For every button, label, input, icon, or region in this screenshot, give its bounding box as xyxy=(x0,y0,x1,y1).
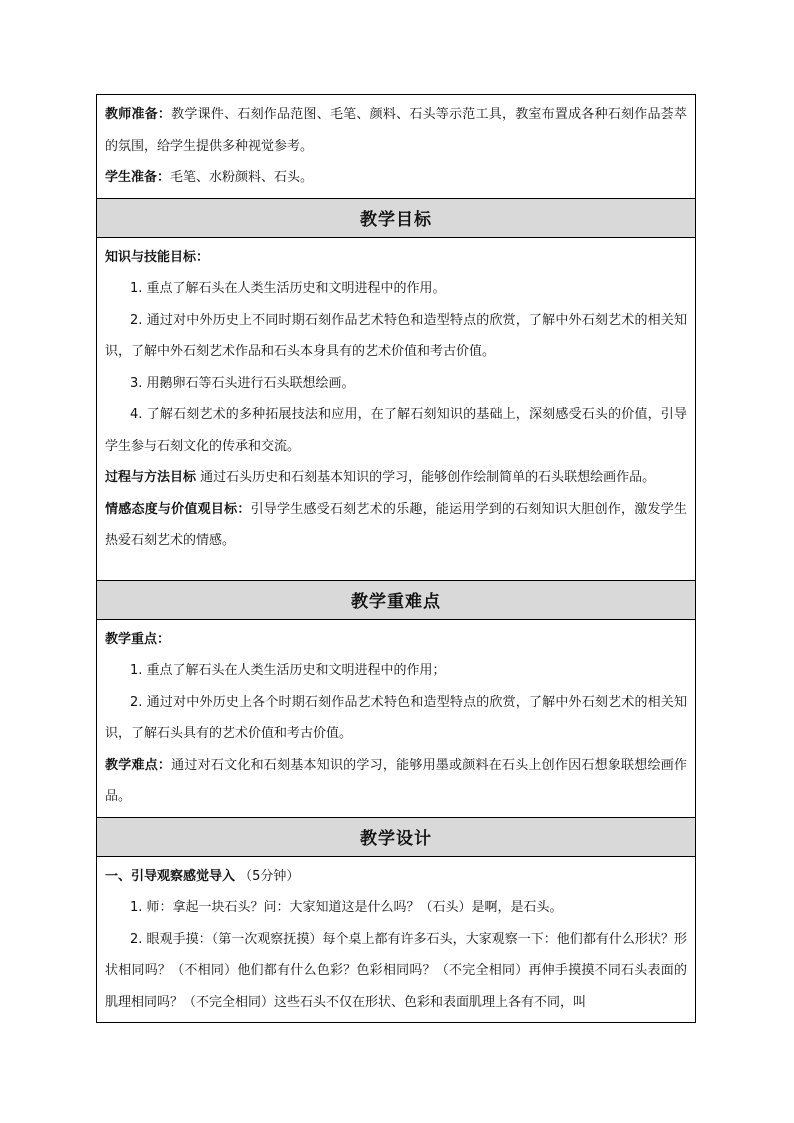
process-label: 过程与方法目标 xyxy=(105,470,197,485)
process-text: 通过石头历史和石刻基本知识的学习，能够创作绘制简单的石头联想绘画作品。 xyxy=(196,470,656,485)
student-prep-label: 学生准备： xyxy=(105,170,171,185)
process-paragraph xyxy=(105,462,687,494)
difficulty-paragraph xyxy=(105,750,687,813)
key-points-header-row xyxy=(97,580,696,619)
focus-item: 2. 通过对中外历史上各个时期石刻作品艺术特色和造型特点的欣赏，了解中外石刻艺术的相关知识，了解石头具有的艺术价值和考古价值。 xyxy=(105,694,687,741)
key-points-cell xyxy=(97,619,696,817)
design-item: 2. 眼观手摸：（第一次观察抚摸）每个桌上都有许多石头，大家观察一下：他们都有什么形状？形状相同吗？（不相同）他们都有什么色彩？色彩相同吗？（不完全相同）再伸手摸摸不同石头表面的肌理相同吗？（不完全相同）这些石头不仅在形状、色彩和表面肌理上各有不同，叫 xyxy=(105,931,687,1010)
design-item: 1. 师：拿起一块石头？问：大家知道这是什么吗？（石头）是啊，是石头。 xyxy=(130,900,563,915)
student-prep-text: 毛笔、水粉颜料、石头。 xyxy=(170,170,314,185)
knowledge-label: 知识与技能目标： xyxy=(105,249,210,265)
emotion-text: 引导学生感受石刻艺术的乐趣，能运用学到的石刻知识大胆创作，激发学生热爱石刻艺术的情感。 xyxy=(105,501,687,548)
prep-cell xyxy=(97,95,696,199)
objectives-heading: 教学目标 xyxy=(97,198,696,237)
focus-label: 教学重点： xyxy=(105,631,171,647)
teacher-prep-text: 教学课件、石刻作品范图、毛笔、颜料、石头等示范工具，教室布置成各种石刻作品荟萃的氛围，给学生提供多种视觉参考。 xyxy=(105,107,687,154)
design-cell xyxy=(97,856,696,1023)
student-prep-paragraph xyxy=(105,162,687,194)
emotion-label: 情感态度与价值观目标： xyxy=(105,501,251,517)
design-section-time: （5分钟） xyxy=(235,868,300,884)
teacher-prep-label: 教师准备： xyxy=(105,107,172,122)
objectives-row xyxy=(97,237,696,580)
key-points-heading: 教学重难点 xyxy=(97,580,696,619)
objectives-cell xyxy=(97,237,696,580)
key-points-row xyxy=(97,619,696,817)
teacher-prep-paragraph xyxy=(105,99,687,162)
objective-item: 2. 通过对中外历史上不同时期石刻作品艺术特色和造型特点的欣赏，了解中外石刻艺术的相关知识，了解中外石刻艺术作品和石头本身具有的艺术价值和考古价值。 xyxy=(105,312,687,359)
objective-item: 3. 用鹅卵石等石头进行石头联想绘画。 xyxy=(130,375,355,391)
design-section-label: 一、引导观察感觉导入 xyxy=(105,868,236,884)
emotion-paragraph xyxy=(105,494,687,557)
design-header-row xyxy=(97,817,696,856)
lesson-plan-table xyxy=(96,94,696,1023)
design-row xyxy=(97,856,696,1023)
focus-item: 1. 重点了解石头在人类生活历史和文明进程中的作用； xyxy=(130,663,446,678)
difficulty-label: 教学难点： xyxy=(105,757,172,773)
design-heading: 教学设计 xyxy=(97,817,696,856)
difficulty-text: 通过对石文化和石刻基本知识的学习，能够用墨或颜料在石头上创作因石想象联想绘画作品。 xyxy=(105,757,687,804)
objective-item: 4. 了解石刻艺术的多种拓展技法和应用，在了解石刻知识的基础上，深刻感受石头的价值，引导学生参与石刻文化的传承和交流。 xyxy=(105,407,687,454)
objectives-header-row xyxy=(97,198,696,237)
prep-row xyxy=(97,95,696,199)
objective-item: 1. 重点了解石头在人类生活历史和文明进程中的作用。 xyxy=(130,281,446,296)
design-section-title xyxy=(105,861,687,893)
